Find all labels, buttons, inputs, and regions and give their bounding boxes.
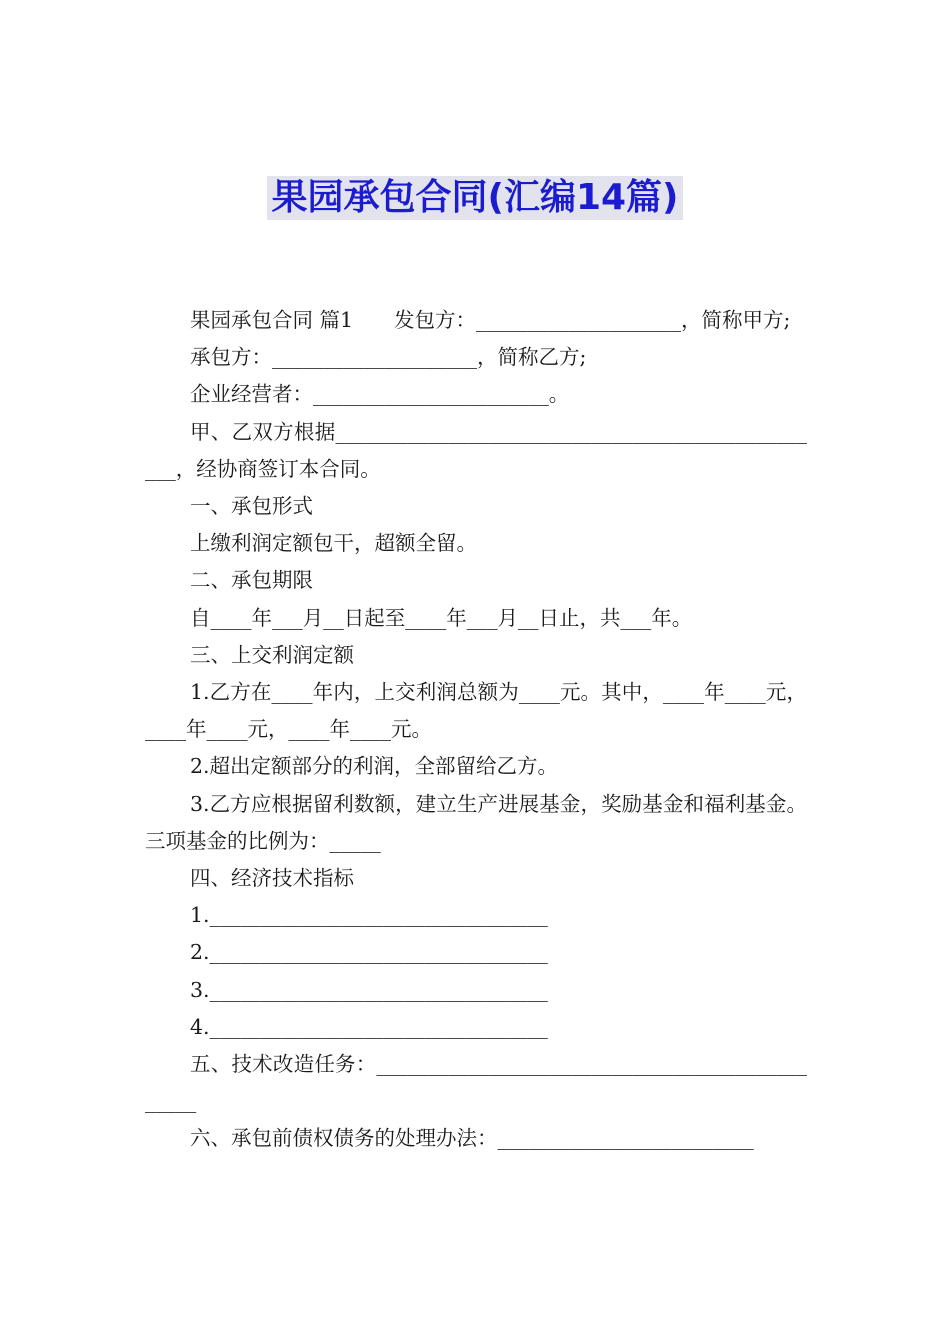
indicator-item-1: 1._________________________________ xyxy=(190,903,548,928)
paragraph-operator: 企业经营者：_______________________。 xyxy=(190,382,570,407)
paragraph-parties-intro: 果园承包合同 篇1 发包方：____________________，简称甲方; xyxy=(190,308,791,332)
document-title: 果园承包合同(汇编14篇) xyxy=(267,176,682,220)
section-heading-indicators: 四、经济技术指标 xyxy=(190,866,354,891)
section-heading-term: 二、承包期限 xyxy=(190,568,313,593)
document-body xyxy=(145,302,807,1158)
paragraph-agreement-basis: 甲、乙双方根据_________________________________________________，经协商签订本合同。 xyxy=(145,419,807,481)
paragraph-term-detail: 自____年___月__日起至____年___月__日止，共___年。 xyxy=(190,605,693,630)
paragraph-profit-3: 3.乙方应根据留利数额，建立生产进展基金，奖励基金和福利基金。三项基金的比例为：_____ xyxy=(145,791,807,853)
paragraph-profit-2: 2.超出定额部分的利润，全部留给乙方。 xyxy=(190,754,559,779)
section-heading-debts: 六、承包前债权债务的处理办法：_________________________ xyxy=(190,1126,754,1151)
section-heading-profit: 三、上交利润定额 xyxy=(190,642,354,667)
indicator-item-3: 3._________________________________ xyxy=(190,977,548,1002)
indicator-item-4: 4._________________________________ xyxy=(190,1014,548,1039)
paragraph-form-detail: 上缴利润定额包干，超额全留。 xyxy=(190,531,477,556)
title-container xyxy=(0,176,950,220)
indicator-item-2: 2._________________________________ xyxy=(190,940,548,965)
section-heading-form: 一、承包形式 xyxy=(190,494,313,519)
paragraph-contractor: 承包方：____________________，简称乙方; xyxy=(190,345,587,370)
paragraph-profit-1: 1.乙方在____年内，上交利润总额为____元。其中，____年____元，____年____元，____年____元。 xyxy=(145,680,807,742)
section-heading-tech-upgrade: 五、技术改造任务：_______________________________________________ xyxy=(145,1052,807,1114)
